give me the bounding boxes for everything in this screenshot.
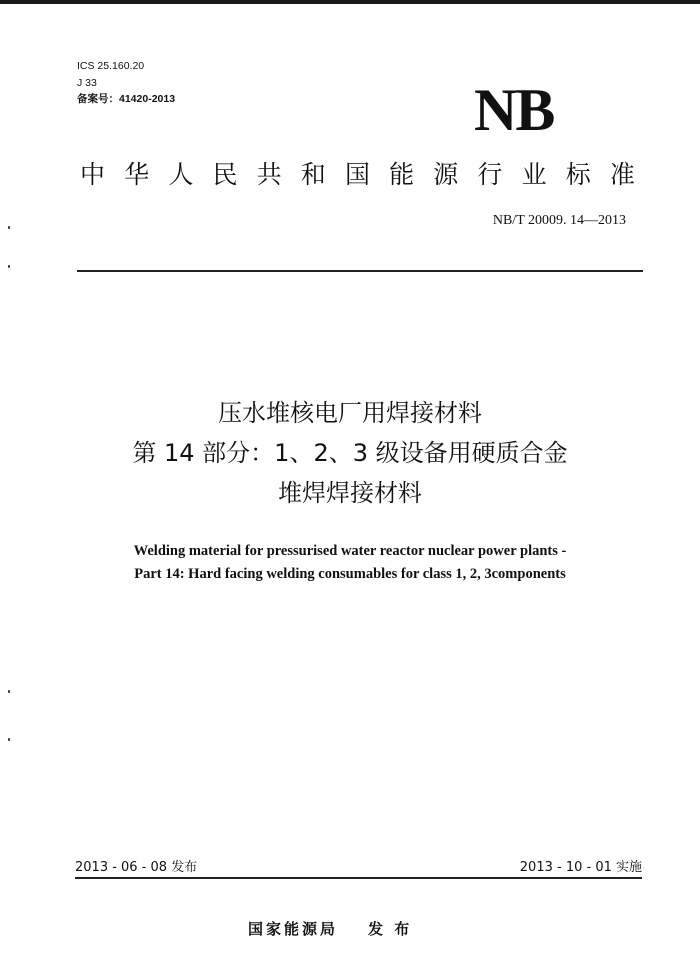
record-number: 备案号：41420-2013	[77, 93, 176, 105]
org-title-char: 准	[609, 160, 635, 189]
issue-date: 2013 - 06 - 08 发布	[75, 860, 198, 875]
scan-speck	[8, 265, 10, 268]
org-title-char: 中	[80, 160, 106, 189]
scan-speck	[8, 738, 10, 741]
org-title-char: 国	[344, 160, 370, 189]
scan-speck	[8, 226, 10, 229]
org-title-char: 和	[300, 160, 326, 189]
chinese-title-line-3: 堆焊焊接材料	[278, 479, 422, 507]
org-title-char: 能	[389, 160, 415, 189]
chinese-title-line-2: 第 14 部分：1、2、3 级设备用硬质合金	[132, 439, 568, 467]
org-title-char: 业	[521, 160, 547, 189]
publisher-action: 发 布	[368, 920, 413, 938]
org-title-char: 标	[565, 160, 591, 189]
english-title-line-2: Part 14: Hard facing welding consumables for class 1, 2, 3components	[134, 566, 566, 582]
publisher-org: 国家能源局	[248, 920, 339, 938]
english-title	[40, 540, 660, 586]
chinese-title-line-1: 压水堆核电厂用焊接材料	[218, 399, 482, 427]
nb-logo: NB	[474, 77, 554, 143]
org-title-char: 源	[433, 160, 459, 189]
chinese-title	[40, 393, 660, 513]
footer-divider	[75, 877, 642, 879]
meta-block	[77, 58, 175, 108]
ics-code: ICS 25.160.20	[77, 60, 145, 72]
top-border	[0, 0, 700, 4]
org-title-char: 人	[168, 160, 194, 189]
org-title-char: 华	[124, 160, 150, 189]
class-code: J 33	[77, 76, 97, 89]
english-title-line-1: Welding material for pressurised water reactor nuclear power plants -	[133, 543, 567, 559]
standard-number: NB/T 20009. 14—2013	[492, 213, 626, 228]
org-title-char: 共	[256, 160, 282, 189]
scan-speck	[8, 690, 10, 693]
header-divider	[77, 270, 643, 272]
org-title-char: 行	[477, 160, 503, 189]
org-title-char: 民	[212, 160, 238, 189]
implementation-date: 2013 - 10 - 01 实施	[519, 860, 642, 875]
dates-row	[75, 856, 642, 875]
org-title	[80, 158, 635, 192]
publisher	[248, 918, 412, 939]
